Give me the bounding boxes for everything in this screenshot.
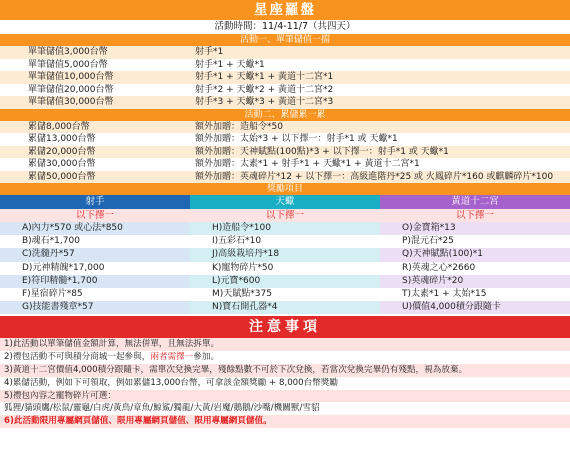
section-single-recharge bbox=[0, 34, 570, 109]
column-header-sagittarius: 射手 bbox=[0, 195, 190, 209]
row-reward: 額外加贈：造船令*50 bbox=[195, 121, 283, 132]
row-condition: 累儲30,000台幣 bbox=[28, 159, 96, 169]
reward-option: J)高級栽培丹*18 bbox=[190, 248, 380, 261]
reward-row bbox=[0, 171, 570, 184]
choose-one-label: 以下擇一 bbox=[0, 209, 190, 222]
notice-line: 5)禮包內容之寵物碎片可選： bbox=[0, 390, 570, 403]
reward-row bbox=[0, 121, 570, 134]
reward-option: I)五彩石*10 bbox=[212, 236, 262, 247]
notice-line: 1)此活動以單筆儲值金額計算，無法併單，且無法拆單。 bbox=[0, 338, 570, 351]
row-reward: 額外加贈：英魂碎片*12 + 以下擇一：高級進階丹*25 或 火鳳碎片*160 或麒麟碎片*100 bbox=[195, 171, 554, 182]
reward-option: D)元神精魄*17,000 bbox=[22, 262, 105, 273]
reward-option: U)價值4,000積分跟隨卡 bbox=[380, 301, 570, 314]
reward-option: Q)天神賦點(100)*1 bbox=[380, 248, 570, 261]
row-reward: 射手*1 bbox=[195, 47, 224, 57]
column-header-scorpio: 天蠍 bbox=[190, 195, 380, 209]
page-title: 星座羅盤 bbox=[0, 0, 570, 20]
reward-option: K)寵物碎片*50 bbox=[212, 262, 274, 273]
section-heading: 活動二、累儲累一累 bbox=[0, 109, 570, 121]
reward-option: A)內力*570 或心法*850 bbox=[0, 222, 190, 235]
row-reward: 額外加贈：太始*3 + 以下擇一：射手*1 或 天蠍*1 bbox=[195, 134, 398, 144]
reward-option: M)天賦點*375 bbox=[212, 288, 272, 299]
row-reward: 射手*1 + 天蠍*1 bbox=[195, 59, 265, 70]
row-condition: 累儲20,000台幣 bbox=[28, 146, 96, 157]
reward-option: S)英魂碎片*20 bbox=[380, 275, 570, 288]
notice-heading: 注意事項 bbox=[0, 316, 570, 338]
row-condition: 單筆儲值5,000台幣 bbox=[28, 59, 108, 70]
notice-highlight: 兩者需擇一 bbox=[150, 352, 194, 363]
reward-option: L)元寶*600 bbox=[190, 275, 380, 288]
section-cumulative-recharge bbox=[0, 109, 570, 184]
reward-option: R)英魂之心*2660 bbox=[402, 262, 476, 273]
row-reward: 射手*1 + 天蠍*1 + 黃道十二宮*1 bbox=[195, 72, 334, 82]
notice-list bbox=[0, 338, 570, 428]
notice-line: 狐狸/貓頭鷹/松鼠/靈龜/白虎/黃鳥/章魚/鯨鯊/獨龍/大黃/岩魔/鵝鵝/沙嘴/機關獸/雪貂 bbox=[4, 403, 320, 414]
row-condition: 單筆儲值20,000台幣 bbox=[28, 84, 114, 95]
notice-line bbox=[0, 351, 570, 364]
row-reward: 射手*2 + 天蠍*2 + 黃道十二宮*2 bbox=[195, 84, 334, 95]
reward-option: N)寶石開孔器*4 bbox=[190, 301, 380, 314]
row-condition: 累儲8,000台幣 bbox=[28, 121, 90, 132]
event-period: 活動時間：11/4-11/7（共四天） bbox=[214, 21, 356, 32]
reward-column-headers bbox=[0, 195, 570, 209]
reward-option: P)混元石*25 bbox=[402, 236, 454, 247]
reward-row bbox=[0, 158, 570, 171]
reward-column-sagittarius bbox=[0, 209, 190, 314]
section-heading: 活動一、單筆儲值一擋 bbox=[0, 34, 570, 46]
reward-heading: 獎勵項目 bbox=[0, 183, 570, 195]
reward-row bbox=[0, 46, 570, 59]
reward-option: H)造船令*100 bbox=[190, 222, 380, 235]
reward-column-zodiac bbox=[380, 209, 570, 314]
row-condition: 單筆儲值30,000台幣 bbox=[28, 97, 114, 107]
notice-text: 參加。 bbox=[193, 352, 220, 363]
reward-column-scorpio bbox=[190, 209, 380, 314]
row-condition: 單筆儲值3,000台幣 bbox=[28, 47, 108, 57]
reward-row bbox=[0, 146, 570, 159]
row-reward: 額外加贈：天神賦點(100點)*3 + 以下擇一：射手*1 或 天蠍*1 bbox=[195, 146, 449, 157]
row-condition: 單筆儲值10,000台幣 bbox=[28, 72, 114, 82]
reward-option: C)洗髓丹*57 bbox=[0, 248, 190, 261]
row-condition: 累儲50,000台幣 bbox=[28, 171, 96, 182]
row-condition: 累儲13,000台幣 bbox=[28, 134, 96, 144]
notice-line: 3)黃道十二宮價值4,000積分跟隨卡，需單次兌換完畢，殘餘點數不可於下次兌換，若當次兌換完畢仍有殘點，視為放棄。 bbox=[0, 364, 570, 377]
reward-row bbox=[0, 96, 570, 109]
reward-option: F)星宿碎片*85 bbox=[22, 288, 83, 299]
row-reward: 額外加贈：太素*1 + 射手*1 + 天蠍*1 + 黃道十二宮*1 bbox=[195, 159, 420, 169]
reward-grid bbox=[0, 209, 570, 314]
reward-option: G)技能書殘章*57 bbox=[0, 301, 190, 314]
choose-one-label: 以下擇一 bbox=[380, 209, 570, 222]
notice-line: 6)此活動限用專屬網頁儲值、限用專屬網頁儲值、限用專屬網頁儲值。 bbox=[0, 415, 570, 428]
choose-one-label: 以下擇一 bbox=[190, 209, 380, 222]
row-reward: 射手*3 + 天蠍*3 + 黃道十二宮*3 bbox=[195, 97, 334, 107]
reward-option: B)魂石*1,700 bbox=[22, 236, 80, 247]
reward-row bbox=[0, 71, 570, 84]
notice-line: 4)累儲活動，例如下可領取，例如累儲13,000台幣，可拿該金額獎勵 + 8,000台幣獎勵 bbox=[4, 377, 338, 388]
reward-option: O)金寶箱*13 bbox=[380, 222, 570, 235]
reward-row bbox=[0, 59, 570, 72]
reward-option: E)符印精髓*1,700 bbox=[0, 275, 190, 288]
reward-row bbox=[0, 84, 570, 97]
column-header-zodiac: 黃道十二宮 bbox=[380, 195, 570, 209]
reward-row bbox=[0, 133, 570, 146]
reward-option: T)太素*1 + 太始*15 bbox=[402, 288, 487, 299]
notice-text: 2)禮包活動不可與積分商城一起參與， bbox=[4, 352, 151, 363]
